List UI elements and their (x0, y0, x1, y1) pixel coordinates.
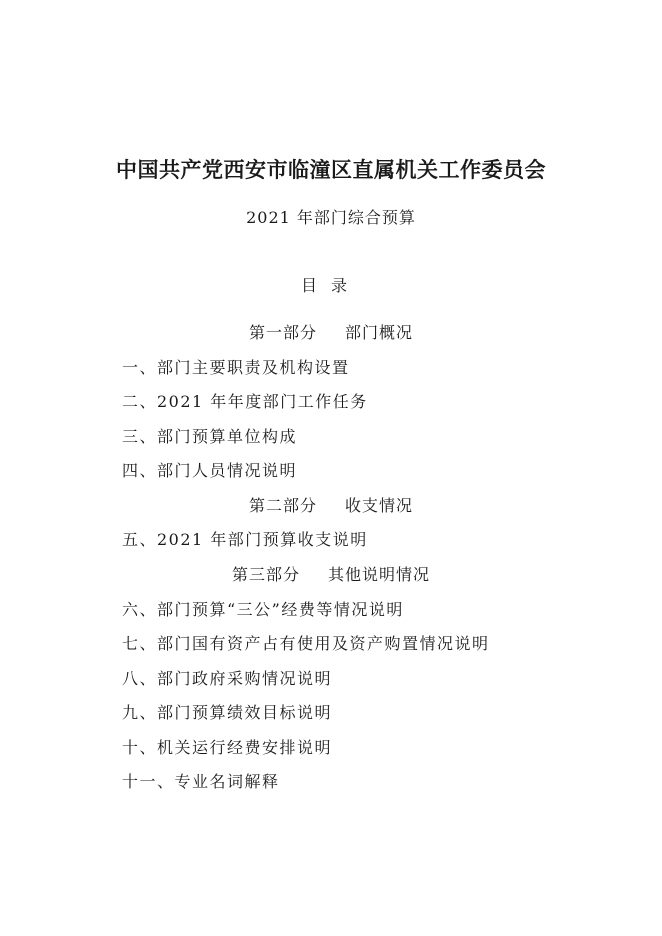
toc-item: 十一、专业名词解释 (122, 772, 280, 791)
toc-item: 一、部门主要职责及机构设置 (122, 358, 350, 377)
toc-heading: 目录 (300, 276, 361, 295)
section-number: 第三部分 (231, 565, 300, 584)
section-name: 部门概况 (345, 323, 414, 342)
document-title: 中国共产党西安市临潼区直属机关工作委员会 (116, 158, 546, 182)
section-name: 其他说明情况 (328, 565, 431, 584)
toc-item: 四、部门人员情况说明 (122, 461, 298, 480)
section-number: 第二部分 (248, 496, 317, 515)
toc-section-part1 (0, 320, 662, 343)
toc-item: 七、部门国有资产占有使用及资产购置情况说明 (122, 634, 490, 653)
section-name: 收支情况 (345, 496, 414, 515)
toc-item: 三、部门预算单位构成 (122, 427, 298, 446)
toc-item: 十、机关运行经费安排说明 (122, 738, 333, 757)
toc-item: 六、部门预算“三公”经费等情况说明 (122, 600, 404, 619)
toc-item: 九、部门预算绩效目标说明 (122, 703, 333, 722)
toc-item: 二、2021 年年度部门工作任务 (122, 392, 368, 411)
toc-section-part2 (0, 493, 662, 516)
toc-section-part3 (0, 562, 662, 585)
document-subtitle: 2021 年部门综合预算 (246, 208, 416, 227)
toc-item: 八、部门政府采购情况说明 (122, 669, 333, 688)
section-number: 第一部分 (248, 323, 317, 342)
toc-item: 五、2021 年部门预算收支说明 (122, 530, 368, 549)
